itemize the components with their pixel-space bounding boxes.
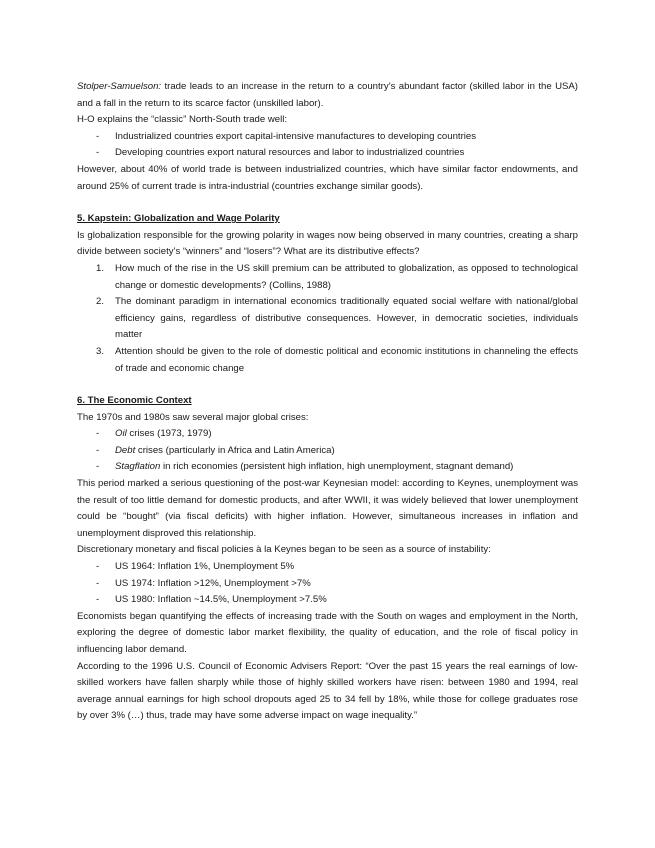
list-item-text: crises (particularly in Africa and Latin America) — [135, 444, 335, 456]
cea-report-paragraph: According to the 1996 U.S. Council of Economic Advisers Report: “Over the past 15 years the real earnings of low-skilled workers have fallen sharply while those of highly skilled workers have risen: between 1980 and 1994, real average annual earnings for high school dropouts aged 25 to 34 fell by 18%, while those for college graduates rose by over 3% (…) thus, trade may have some adverse impact on wage inequality.” — [77, 660, 578, 722]
ho-intro-line: H-O explains the “classic” North-South trade well: — [77, 114, 288, 126]
list-item-text: Industrialized countries export capital-intensive manufactures to developing countries — [115, 130, 477, 142]
crisis-term: Debt — [115, 444, 136, 456]
list-item — [77, 559, 578, 576]
list-item — [77, 145, 578, 162]
us-stats-bullet-list — [77, 559, 578, 609]
crisis-term: Stagflation — [115, 461, 161, 473]
dash-marker: - — [96, 428, 100, 440]
list-item-text: How much of the rise in the US skill premium can be attributed to globalization, as opposed to technological change or domestic developments? (Collins, 1988) — [115, 262, 578, 291]
document-page — [77, 79, 578, 725]
dash-marker: - — [96, 594, 100, 606]
list-item-text: US 1974: Inflation >12%, Unemployment >7% — [115, 577, 311, 589]
list-item — [77, 443, 578, 460]
section-5-numbered-list — [77, 261, 578, 377]
list-item-text: Attention should be given to the role of domestic political and economic institutions in channeling the effects of trade and economic change — [115, 345, 578, 374]
list-item-text: crises (1973, 1979) — [126, 428, 212, 440]
list-item — [77, 592, 578, 609]
list-item — [77, 459, 578, 476]
discretionary-policy-line: Discretionary monetary and fiscal policies à la Keynes began to be seen as a source of instability: — [77, 544, 491, 556]
section-5-paragraph: Is globalization responsible for the growing polarity in wages now being observed in many countries, creating a sharp divide between society’s “winners” and “losers”? What are its distributive effects? — [77, 229, 578, 258]
list-item-text: US 1964: Inflation 1%, Unemployment 5% — [115, 561, 295, 573]
list-item-text: Developing countries export natural resources and labor to industrialized countries — [115, 147, 465, 159]
list-number: 2. — [96, 296, 105, 308]
ho-bullet-list — [77, 129, 578, 162]
list-item — [77, 576, 578, 593]
world-trade-paragraph: However, about 40% of world trade is between industrialized countries, which have similar factor endowments, and around 25% of current trade is intra-industrial (countries exchange similar goods). — [77, 163, 578, 192]
crisis-term: Oil — [115, 428, 127, 440]
list-item — [77, 426, 578, 443]
list-item-text: US 1980: Inflation ~14.5%, Unemployment >7.5% — [115, 594, 327, 606]
economists-paragraph: Economists began quantifying the effects of increasing trade with the South on wages and employment in the North, exploring the degree of domestic labor market flexibility, the quality of education, and the role of fiscal policy in influencing labor demand. — [77, 610, 578, 655]
keynes-paragraph: This period marked a serious questioning of the post-war Keynesian model: according to Keynes, unemployment was the result of too little demand for domestic products, and after WWII, it was widely believed that lower unemployment could be “bought” (via fiscal deficits) with higher inflation. However, simultaneous increases in inflation and unemployment disproved this relationship. — [77, 478, 578, 539]
stolper-samuelson-paragraph — [77, 79, 578, 112]
list-item — [77, 261, 578, 294]
dash-marker: - — [96, 444, 100, 456]
dash-marker: - — [96, 461, 100, 473]
stolper-samuelson-text: trade leads to an increase in the return to a country’s abundant factor (skilled labor in the USA) and a fall in the return to its scarce factor (unskilled labor). — [77, 81, 578, 109]
dash-marker: - — [96, 147, 100, 159]
list-item-text: in rich economies (persistent high inflation, high unemployment, stagnant demand) — [160, 461, 514, 473]
list-number: 1. — [96, 262, 105, 274]
section-6-intro: The 1970s and 1980s saw several major global crises: — [77, 411, 309, 423]
section-6-heading: 6. The Economic Context — [77, 395, 192, 407]
dash-marker: - — [96, 130, 100, 142]
list-item-text: The dominant paradigm in international economics traditionally equated social welfare with national/global efficiency gains, regardless of distributive consequences. However, in democratic societies, individuals matter — [115, 296, 578, 341]
crises-bullet-list — [77, 426, 578, 476]
list-item — [77, 129, 578, 146]
list-item — [77, 344, 578, 377]
dash-marker: - — [96, 561, 100, 573]
section-5-heading: 5. Kapstein: Globalization and Wage Polarity — [77, 213, 280, 225]
list-number: 3. — [96, 345, 105, 357]
dash-marker: - — [96, 577, 100, 589]
stolper-samuelson-term: Stolper-Samuelson: — [77, 81, 162, 92]
list-item — [77, 294, 578, 344]
